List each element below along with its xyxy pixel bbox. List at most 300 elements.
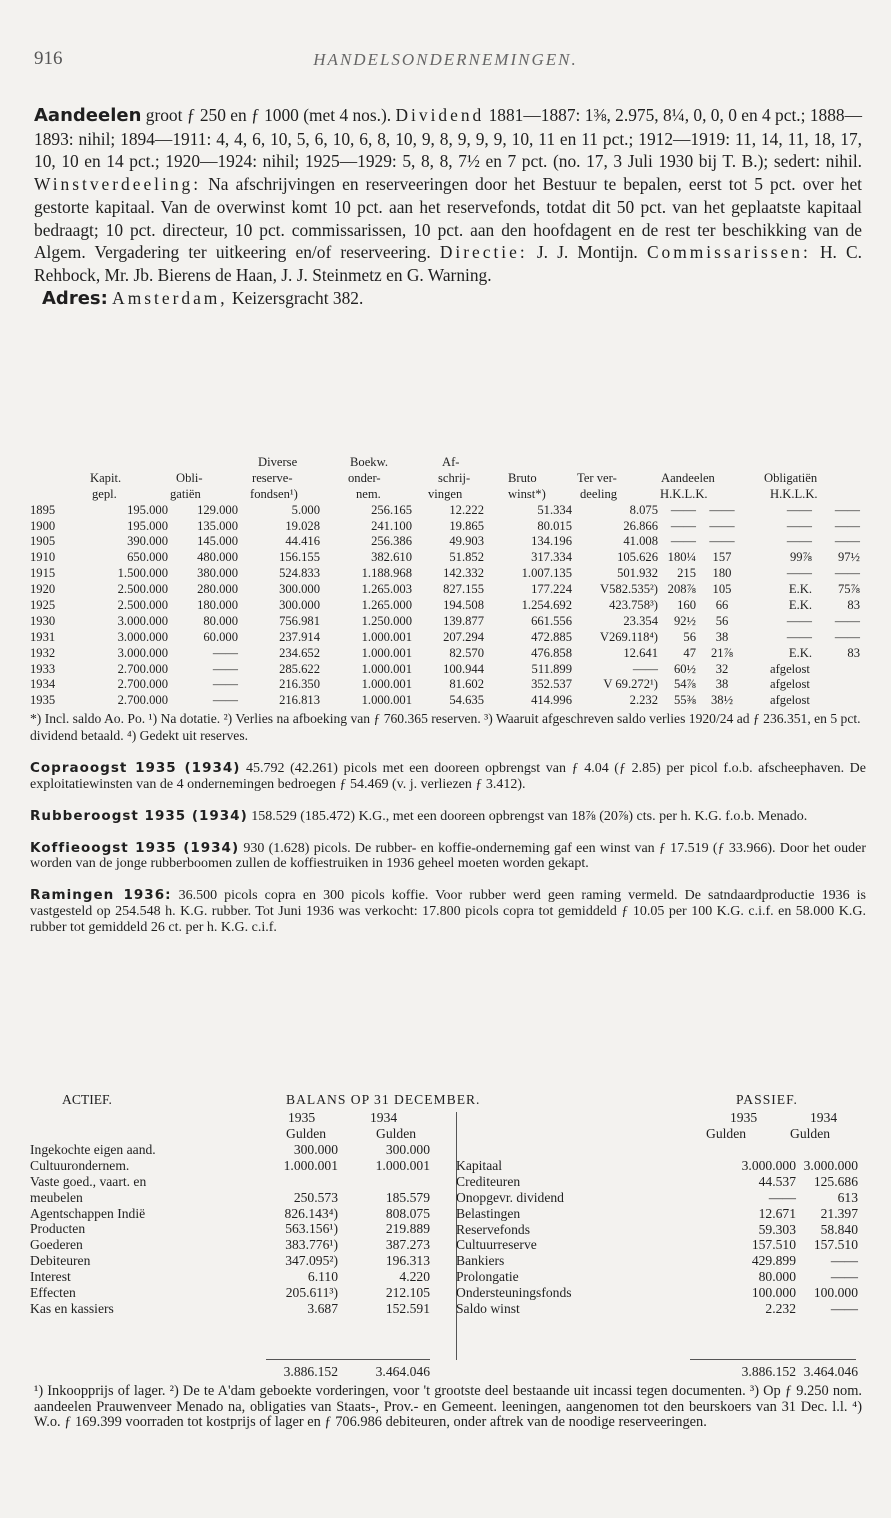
balance-passief-title: PASSIEF. <box>736 1092 798 1107</box>
page-number: 916 <box>34 48 63 69</box>
balance-value: 1.000.001 <box>375 1157 430 1173</box>
table-header: Ter ver- <box>577 470 617 485</box>
table-header: winst*) <box>508 486 546 501</box>
table-cell: 423.758³) <box>609 598 658 613</box>
passief-total: 3.886.152 <box>741 1364 796 1379</box>
table-cell: 524.833 <box>279 566 320 581</box>
table-cell: 208⅞ <box>667 582 696 597</box>
table-cell: 26.866 <box>623 518 658 533</box>
passief-total-rule <box>690 1359 856 1360</box>
table-cell: 1.000.001 <box>361 677 412 692</box>
balance-row <box>456 1285 866 1301</box>
table-cell: 38 <box>715 677 729 692</box>
balance-sheet <box>30 1092 866 1379</box>
table-cell: 139.877 <box>443 613 484 628</box>
table-cell: 99⅞ <box>789 550 812 565</box>
balance-row <box>456 1222 866 1238</box>
table-cell: 60.000 <box>203 629 238 644</box>
table-cell: 380.000 <box>197 566 238 581</box>
table-cell: 56 <box>715 613 729 628</box>
table-row <box>30 503 866 519</box>
page-header <box>34 48 857 74</box>
table-row <box>30 566 866 582</box>
table-cell: 1.500.000 <box>117 566 168 581</box>
aandeelen-label: Aandeelen <box>34 105 142 126</box>
balance-value: —— <box>830 1301 858 1317</box>
balance-value: 300.000 <box>293 1142 338 1157</box>
table-cell: 195.000 <box>127 502 168 517</box>
section-rubber <box>30 809 866 825</box>
balance-label: Crediteuren <box>456 1173 521 1189</box>
balance-value: 3.000.000 <box>741 1158 796 1173</box>
table-header: Diverse <box>258 455 298 469</box>
table-cell: 661.556 <box>531 613 572 628</box>
table-cell: 100.944 <box>443 661 484 676</box>
table-row <box>30 582 866 598</box>
balance-value: 383.776¹) <box>285 1237 338 1253</box>
table-body <box>30 503 866 710</box>
balance-value: 212.105 <box>385 1285 430 1301</box>
balance-value: 205.611³) <box>285 1285 338 1301</box>
table-cell: 756.981 <box>279 613 320 628</box>
balance-value: 613 <box>837 1189 858 1205</box>
dividend-text: 1881—1887: 1⅜, 2.975, 8¼, 0, 0, 0 en 4 pct.; 1888—1893: nihil; 1894—1911: 4, 4, 6, 10, 5, 6, 10, 6, 8, 10, 9, 8, 9, 9, 9, 10, 11 en 11 pct.; 1912—1919: 11, 14, 11, 18, 17, 10, 10 en 14 pct.; 1920—1924: nihil; 1925—1929: 5, 8, 8, 7½ en 7 pct. (no. 17, 3 Juli 1930 bij T. B.); sedert: nihil. <box>34 105 862 172</box>
balance-label: Cultuurreserve <box>456 1237 537 1253</box>
section-label: Ramingen 1936: <box>30 887 172 904</box>
table-cell-year: 1932 <box>30 645 56 660</box>
table-row <box>30 534 866 550</box>
balance-value: —— <box>830 1269 858 1285</box>
table-cell: V269.118⁴) <box>599 629 658 644</box>
balance-row <box>456 1269 866 1285</box>
table-cell-year: 1933 <box>30 661 56 676</box>
balance-label: Kapitaal <box>456 1158 503 1173</box>
table-cell-year: 1910 <box>30 550 56 565</box>
table-cell: 1.188.968 <box>361 566 412 581</box>
table-cell: 237.914 <box>279 629 320 644</box>
table-cell: —— <box>212 645 238 660</box>
table-cell: 160 <box>677 598 696 613</box>
balance-years-row <box>30 1110 866 1126</box>
balance-row <box>30 1206 456 1222</box>
table-cell: 135.000 <box>197 518 238 533</box>
table-cell: 1.250.000 <box>361 613 412 628</box>
table-header: deeling <box>580 486 618 501</box>
balance-value: 347.095²) <box>285 1253 338 1269</box>
table-cell: 105.626 <box>617 550 658 565</box>
table-header: Obligatiën <box>764 470 818 485</box>
dividend-label: Dividend <box>395 105 485 125</box>
table-header: Af- <box>442 455 460 469</box>
table-cell: —— <box>834 502 860 517</box>
table-row <box>30 693 866 709</box>
table-row <box>30 646 866 662</box>
passief-total: 3.464.046 <box>803 1364 858 1379</box>
balance-row <box>30 1285 456 1301</box>
section-label: Copraoogst 1935 (1934) <box>30 760 241 777</box>
balance-label: Ingekochte eigen aand. <box>30 1142 156 1157</box>
table-cell: 75⅞ <box>837 582 860 597</box>
section-text: 36.500 picols copra en 300 picols koffie. Voor rubber werd geen raming vermeld. De satndaardproductie 1936 is vastgesteld op 254.548 h. K.G. rubber. Tot Juni 1936 was verkocht: 17.800 picols copra tot gemiddeld ƒ 10.05 per 100 K.G. c.i.f. en 58.000 K.G. rubber tot gemiddeld 26 ct. per h. K.G. c.i.f. <box>30 888 866 935</box>
table-cell: 23.354 <box>623 613 658 628</box>
table-header: H.K.L.K. <box>660 486 708 501</box>
balance-value: 1.000.001 <box>283 1157 338 1173</box>
table-cell: 8.075 <box>629 502 658 517</box>
table-cell: 1.000.001 <box>361 661 412 676</box>
table-cell: E.K. <box>788 582 812 597</box>
adres-city: Amsterdam, <box>112 287 228 308</box>
table-cell: —— <box>834 534 860 549</box>
table-header-row-1 <box>30 455 866 471</box>
table-cell: 180.000 <box>197 598 238 613</box>
table-cell: 80.000 <box>203 613 238 628</box>
balance-value: 152.591 <box>385 1300 430 1316</box>
balance-unit-row <box>30 1126 866 1142</box>
table-cell: 476.858 <box>531 645 572 660</box>
table-header: Bruto <box>508 470 537 485</box>
actief-total: 3.886.152 <box>283 1364 338 1379</box>
table-cell: 177.224 <box>531 582 572 597</box>
table-cell: —— <box>632 661 658 676</box>
table-cell: 234.652 <box>279 645 320 660</box>
balance-row <box>456 1190 866 1206</box>
balance-row <box>30 1301 456 1317</box>
balance-label: Agentschappen Indië <box>30 1205 146 1221</box>
table-cell: 82.570 <box>449 645 484 660</box>
table-row <box>30 614 866 630</box>
table-header: nem. <box>356 486 381 501</box>
balance-value: 219.889 <box>385 1221 430 1237</box>
table-cell: 129.000 <box>197 502 238 517</box>
table-cell: 105 <box>712 582 732 597</box>
intro-paragraph <box>34 104 862 310</box>
table-cell-year: 1900 <box>30 518 56 533</box>
table-cell: 650.000 <box>127 550 168 565</box>
table-cell: 54⅞ <box>673 677 696 692</box>
table-cell: 317.334 <box>531 550 572 565</box>
table-cell: 414.996 <box>531 693 572 708</box>
company-intro <box>34 104 862 310</box>
table-header: fondsen¹) <box>250 486 298 501</box>
table-cell: 207.294 <box>443 629 484 644</box>
balance-row <box>456 1301 866 1317</box>
unit-header: Gulden <box>286 1125 327 1141</box>
table-cell: 38 <box>715 629 729 644</box>
table-cell: 1.000.001 <box>361 645 412 660</box>
table-cell: 44.416 <box>285 534 320 549</box>
table-header: Boekw. <box>350 455 389 469</box>
balance-label: meubelen <box>30 1189 83 1205</box>
table-cell: afgelost <box>770 677 810 692</box>
balance-label: Onopgevr. dividend <box>456 1189 564 1205</box>
table-cell: 54.635 <box>449 693 484 708</box>
table-cell: —— <box>834 518 860 533</box>
table-cell: —— <box>786 534 812 549</box>
table-cell: 83 <box>847 645 860 660</box>
balance-value: 100.000 <box>813 1285 858 1301</box>
balance-value: —— <box>768 1189 796 1205</box>
table-header-row-2 <box>30 471 866 487</box>
table-cell: afgelost <box>770 693 810 708</box>
balance-value: 387.273 <box>385 1237 430 1253</box>
table-cell: 472.885 <box>531 629 572 644</box>
table-cell: 32 <box>715 661 729 676</box>
table-cell: 300.000 <box>279 598 320 613</box>
table-header: Aandeelen <box>661 470 715 485</box>
actief-total: 3.464.046 <box>375 1364 430 1379</box>
unit-header: Gulden <box>790 1125 831 1141</box>
table-cell: 47 <box>683 645 696 660</box>
table-header: reserve- <box>252 470 293 485</box>
balance-footnote: ¹) Inkoopprijs of lager. ²) De te A'dam geboekte vorderingen, voor 't grootste deel bestaande uit incassi tegen documenten. ³) Op ƒ 9.250 nom. aandeelen Prauwenveer Menado na, obligaties van Staats-, Prov.- en Gemeent. leeningen, aangenomen tot den beurskoers van 31 Dec. l.l. ⁴) W.o. ƒ 169.399 voorraden tot kostprijs of lager en ƒ 706.986 debiteuren, onder aftrek van de noodige reserveeringen. <box>34 1383 862 1430</box>
balance-value: 58.840 <box>820 1221 858 1237</box>
balance-value: 157.510 <box>813 1237 858 1253</box>
balance-label: Kas en kassiers <box>30 1300 114 1316</box>
balance-row <box>456 1253 866 1269</box>
balance-value: 185.579 <box>385 1189 430 1205</box>
balance-title: BALANS OP 31 DECEMBER. <box>286 1092 481 1107</box>
balance-value: 250.573 <box>293 1189 338 1205</box>
balance-row <box>30 1221 456 1237</box>
balance-total-row <box>30 1364 866 1380</box>
balance-label: Goederen <box>30 1237 83 1253</box>
balance-value: 100.000 <box>751 1285 796 1301</box>
table-cell: —— <box>212 661 238 676</box>
adres-label: Adres: <box>42 287 108 309</box>
balance-value: 12.671 <box>758 1205 796 1221</box>
table-header: gepl. <box>92 486 117 501</box>
table-cell: 1.000.001 <box>361 629 412 644</box>
table-cell: 51.334 <box>537 502 572 517</box>
year-header: 1935 <box>730 1110 758 1125</box>
balance-row <box>30 1237 456 1253</box>
table-cell: 216.813 <box>279 693 320 708</box>
table-cell: 2.232 <box>629 693 658 708</box>
section-label: Rubberoogst 1935 (1934) <box>30 807 248 824</box>
table-cell: 280.000 <box>197 582 238 597</box>
table-cell: 501.932 <box>617 566 658 581</box>
balance-label: Cultuurondernem. <box>30 1157 130 1173</box>
table-header: vingen <box>428 486 463 501</box>
balance-label: Debiteuren <box>30 1253 91 1269</box>
commissarissen-label: Commissarissen: <box>646 242 811 263</box>
section-text: 930 (1.628) picols. De rubber- en koffie-onderneming gaf een winst van ƒ 17.519 (ƒ 33.966). Door het ouder worden van de jonge rubberboomen zullen de koffiestruiken in 1936 geheel moeten worden gekapt. <box>30 840 866 872</box>
table-cell: 256.386 <box>371 534 412 549</box>
section-koffie <box>30 841 866 873</box>
table-header: Obli- <box>176 470 203 485</box>
table-cell-year: 1935 <box>30 693 56 708</box>
table-cell: 66 <box>715 598 729 613</box>
table-cell: 51.852 <box>449 550 484 565</box>
table-cell: V 69.272¹) <box>603 677 658 692</box>
table-cell-year: 1931 <box>30 629 56 644</box>
section-ramingen <box>30 888 866 935</box>
balance-row <box>456 1174 866 1190</box>
table-cell: —— <box>786 629 812 644</box>
table-cell: 256.165 <box>371 502 412 517</box>
table-cell: 41.008 <box>623 534 658 549</box>
table-cell: —— <box>670 534 696 549</box>
table-cell: —— <box>709 502 735 517</box>
table-cell: E.K. <box>788 645 812 660</box>
table-cell: —— <box>212 693 238 708</box>
balance-row <box>456 1206 866 1222</box>
table-cell: 12.222 <box>449 502 484 517</box>
year-header: 1935 <box>288 1110 316 1125</box>
table-cell: 2.700.000 <box>117 661 168 676</box>
table-cell: —— <box>670 518 696 533</box>
balance-label: Reservefonds <box>456 1221 530 1237</box>
table-cell: 5.000 <box>291 502 320 517</box>
table-cell: 511.899 <box>531 661 572 676</box>
balance-value: 6.110 <box>307 1269 338 1285</box>
table-cell: 241.100 <box>371 518 412 533</box>
table-cell: 180 <box>712 566 732 581</box>
balance-row <box>30 1174 456 1190</box>
table-cell: 216.350 <box>279 677 320 692</box>
balance-value: 3.687 <box>307 1300 338 1316</box>
table-cell: 2.500.000 <box>117 598 168 613</box>
table-cell: 352.537 <box>531 677 572 692</box>
table-cell-year: 1920 <box>30 582 56 597</box>
balance-value: 563.156¹) <box>285 1221 338 1237</box>
table-cell: 1.007.135 <box>521 566 572 581</box>
balance-row <box>30 1158 456 1174</box>
balance-actief-title: ACTIEF. <box>62 1092 112 1107</box>
table-cell: V582.535²) <box>600 582 658 597</box>
table-cell: —— <box>786 566 812 581</box>
table-cell: 1.254.692 <box>521 598 572 613</box>
balance-value: —— <box>830 1253 858 1269</box>
balance-value: 3.000.000 <box>803 1158 858 1173</box>
table-cell: —— <box>786 502 812 517</box>
table-row <box>30 550 866 566</box>
balance-row <box>456 1158 866 1174</box>
balance-label: Belastingen <box>456 1205 521 1221</box>
table-cell: 21⅞ <box>710 645 734 660</box>
table-cell-year: 1915 <box>30 566 56 581</box>
table-row <box>30 519 866 535</box>
table-cell: 3.000.000 <box>117 629 168 644</box>
balance-label: Saldo winst <box>456 1301 520 1317</box>
table-cell: 134.196 <box>531 534 572 549</box>
table-cell: —— <box>212 677 238 692</box>
balance-label: Ondersteuningsfonds <box>456 1285 572 1301</box>
actief-list <box>30 1142 456 1317</box>
balance-value: 21.397 <box>820 1205 858 1221</box>
table-cell: 195.000 <box>127 518 168 533</box>
balance-row <box>30 1253 456 1269</box>
table-cell: 2.700.000 <box>117 693 168 708</box>
balance-title-row <box>30 1092 866 1110</box>
table-cell: 827.155 <box>443 582 484 597</box>
table-cell: 382.610 <box>371 550 412 565</box>
running-title: HANDELSONDERNEMINGEN. <box>313 50 578 69</box>
balance-row <box>30 1142 456 1158</box>
balance-value: 4.220 <box>399 1269 430 1285</box>
directie-text: J. J. Montijn. <box>536 242 638 263</box>
table-cell: 97½ <box>837 550 860 565</box>
table-cell-year: 1925 <box>30 598 56 613</box>
table-cell: —— <box>709 534 735 549</box>
table-cell: 81.602 <box>449 677 484 692</box>
table-cell: 390.000 <box>127 534 168 549</box>
section-text: 45.792 (42.261) picols met een dooreen opbrengst van ƒ 4.04 (ƒ 2.85) per picol f.o.b. afscheephaven. De exploitatiewinsten van de 4 ondernemingen bedroegen ƒ 54.469 (v. j. verliezen ƒ 3.412). <box>30 761 867 793</box>
balance-row <box>30 1190 456 1206</box>
table-cell: —— <box>834 629 860 644</box>
balance-row <box>30 1269 456 1285</box>
statistics-table <box>30 455 866 936</box>
balance-label: Prolongatie <box>456 1269 519 1285</box>
section-text: 158.529 (185.472) K.G., met een dooreen opbrengst van 18⅞ (20⅞) cts. per h. K.G. f.o.b. Menado. <box>251 808 808 824</box>
winstverdeeling-text: Na afschrijvingen en reserveeringen door het Bestuur te bepalen, eerst tot 5 pct. over het gestorte kapitaal. Van de overwinst komt 10 pct. aan het reservefonds, totdat dit 50 pct. van het geplaatste kapitaal bedraagt; 10 pct. directeur, 10 pct. commissarissen, 10 pct. aan den hoofdagent en de rest ter beschikking van de Algem. Vergadering ter uitkeering en/of reserveering. <box>34 174 862 263</box>
table-cell: 285.622 <box>279 661 320 676</box>
table-header: schrij- <box>438 470 471 485</box>
balance-value: 80.000 <box>758 1269 796 1285</box>
table-cell: 3.000.000 <box>117 613 168 628</box>
table-header: gatiën <box>170 486 201 501</box>
table-cell: 92½ <box>673 613 696 628</box>
table-cell: 19.865 <box>449 518 484 533</box>
table-cell: 142.332 <box>443 566 484 581</box>
balance-label: Bankiers <box>456 1253 505 1269</box>
table-cell: 215 <box>677 566 696 581</box>
table-header: H.K.L.K. <box>770 486 818 501</box>
table-cell: 2.700.000 <box>117 677 168 692</box>
section-label: Koffieoogst 1935 (1934) <box>30 839 240 856</box>
table-cell: —— <box>786 613 812 628</box>
balance-label: Effecten <box>30 1285 76 1301</box>
table-cell: 83 <box>847 598 860 613</box>
aandeelen-text: groot ƒ 250 en ƒ 1000 (met 4 nos.). <box>145 105 392 125</box>
balance-value: 2.232 <box>765 1301 796 1317</box>
table-cell: 180¼ <box>667 550 696 565</box>
table-cell: 2.500.000 <box>117 582 168 597</box>
table-cell: 1.265.003 <box>361 582 412 597</box>
table-row <box>30 662 866 678</box>
passief-list <box>456 1158 866 1317</box>
table-footnote: *) Incl. saldo Ao. Po. ¹) Na dotatie. ²) Verlies na afboeking van ƒ 760.365 reserven. ³) Waaruit afgeschreven saldo verlies 1920/24 ad ƒ 236.351, en 5 pct. dividend betaald. ⁴) Gedekt uit reserves. <box>30 711 861 743</box>
table-cell: 1.265.000 <box>361 598 412 613</box>
unit-header: Gulden <box>376 1125 417 1141</box>
table-header-row-3 <box>30 487 866 503</box>
table-cell: —— <box>834 566 860 581</box>
balance-row <box>456 1237 866 1253</box>
table-cell: —— <box>670 502 696 517</box>
adres-text: Keizersgracht 382. <box>232 287 364 308</box>
table-header: Kapit. <box>90 470 122 485</box>
table-cell-year: 1895 <box>30 502 56 517</box>
table-cell: 38½ <box>710 693 734 708</box>
year-header: 1934 <box>810 1110 838 1125</box>
balance-label: Producten <box>30 1221 86 1237</box>
table-row <box>30 598 866 614</box>
table-cell: 49.903 <box>449 534 484 549</box>
balance-value: 826.143⁴) <box>284 1205 338 1221</box>
table-row <box>30 630 866 646</box>
balance-label: Vaste goed., vaart. en <box>30 1173 147 1189</box>
table-cell: afgelost <box>770 661 810 676</box>
table-cell: 80.015 <box>537 518 572 533</box>
table-cell: 1.000.001 <box>361 693 412 708</box>
commissarissen-text: H. C. Rehbock, Mr. Jb. Bierens de Haan, J. J. Steinmetz en G. Warning. <box>34 242 862 285</box>
balance-value: 196.313 <box>385 1253 430 1269</box>
table-cell: E.K. <box>788 598 812 613</box>
table-cell: —— <box>709 518 735 533</box>
table-cell: 156.155 <box>279 550 320 565</box>
balance-label: Interest <box>30 1269 71 1285</box>
balance-value: 125.686 <box>813 1173 858 1189</box>
